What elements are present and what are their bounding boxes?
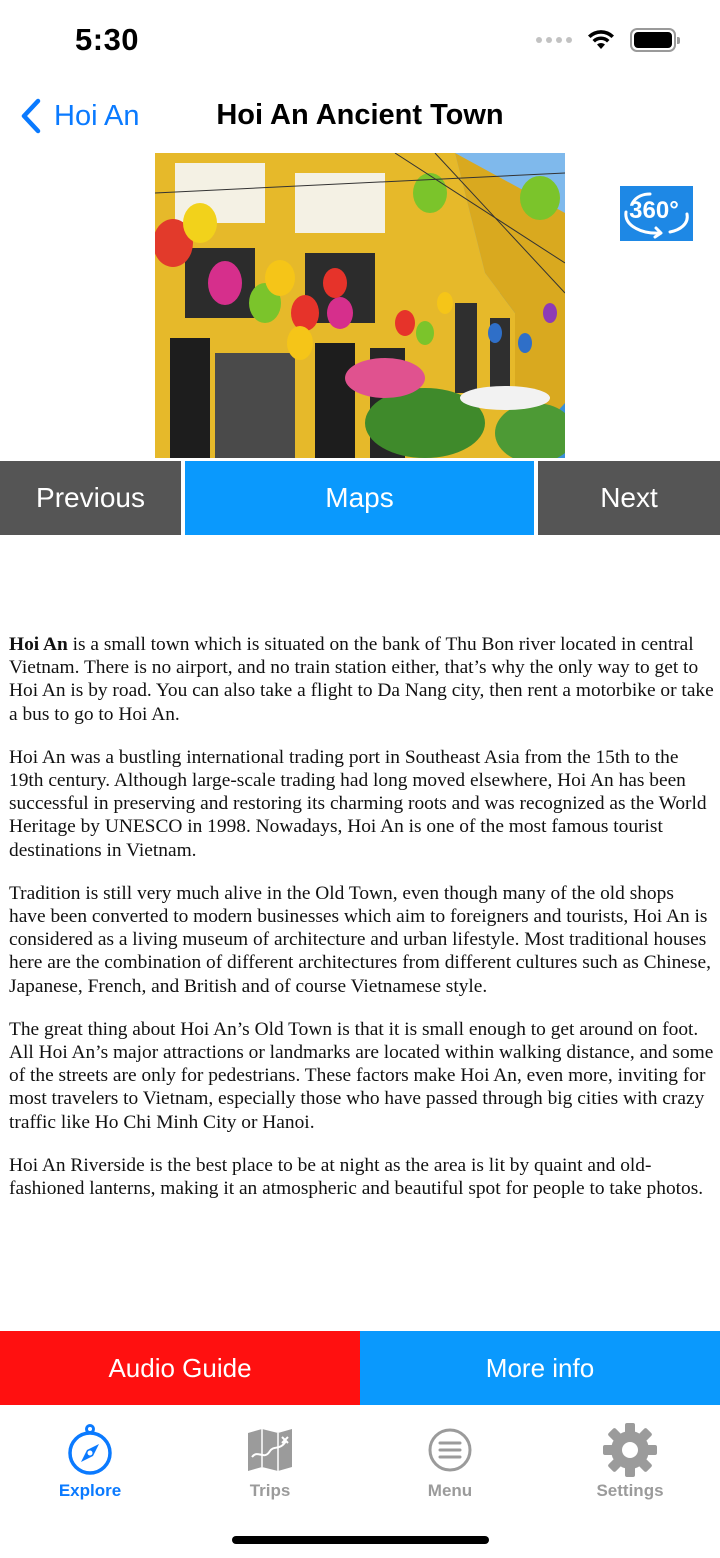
- status-icons: [536, 28, 676, 52]
- tab-trips[interactable]: [180, 1421, 360, 1501]
- tab-settings[interactable]: [540, 1421, 720, 1501]
- battery-icon: [630, 28, 676, 52]
- compass-icon: [60, 1421, 120, 1479]
- tab-label: Settings: [596, 1481, 664, 1500]
- article-paragraph: The great thing about Hoi An’s Old Town is that it is small enough to get around on foot. All Hoi An’s major attractions or landmarks are located within walking distance, and some of the streets are only for pedestrians. These factors make Hoi An, even more, inviting for most travelers to Vietnam, especially those who have passed through big cities with crazy traffic like Ho Chi Minh City or Hanoi.: [9, 1018, 714, 1133]
- navigation-bar: [0, 84, 720, 150]
- page-title: Hoi An Ancient Town: [216, 99, 504, 131]
- status-bar: [0, 0, 720, 84]
- tab-label: Explore: [58, 1481, 122, 1500]
- more-info-button[interactable]: More info: [360, 1331, 720, 1405]
- menu-icon: [420, 1421, 480, 1479]
- tab-explore[interactable]: [0, 1421, 180, 1501]
- audio-guide-button[interactable]: Audio Guide: [0, 1331, 360, 1405]
- home-indicator: [232, 1536, 489, 1544]
- rotate-360-icon: [620, 186, 693, 241]
- article-paragraph: Tradition is still very much alive in the Old Town, even though many of the old shops have been converted to modern businesses which aim to foreigners and tourists, Hoi An is considered as a living museum of architecture and urban lifestyle. Most traditional houses here are the combination of different architectures from different cultures such as Chinese, Japanese, French, and British and of course Vietnamese style.: [9, 882, 711, 997]
- next-button[interactable]: Next: [538, 461, 720, 535]
- article-lead-bold: Hoi An: [9, 634, 68, 655]
- article-lead-text: is a small town which is situated on the bank of Thu Bon river located in central Vietnam. There is no airport, and no train station either, that’s why the only way to get to Hoi An is by road. You can also take a flight to Da Nang city, then rent a motorbike or take a bus to go to Hoi An.: [9, 634, 714, 725]
- article-body: [9, 633, 715, 1220]
- article-paragraph: Hoi An was a bustling international trading port in Southeast Asia from the 15th to the 19th century. Although large-scale trading had long moved elsewhere, Hoi An has been successful in preserving and restoring its charming roots and was recognized as the World Heritage by UNESCO in 1998. Nowadays, Hoi An is one of the most famous tourist destinations in Vietnam.: [9, 746, 707, 861]
- svg-text:360°: 360°: [629, 197, 679, 224]
- tab-menu[interactable]: [360, 1421, 540, 1501]
- previous-button[interactable]: Previous: [0, 461, 181, 535]
- status-time: 5:30: [75, 22, 140, 57]
- maps-button[interactable]: Maps: [185, 461, 534, 535]
- back-label: Hoi An: [54, 99, 140, 132]
- map-icon: [240, 1421, 300, 1479]
- tab-label: Trips: [249, 1481, 291, 1500]
- wifi-icon: [586, 29, 616, 51]
- gear-icon: [600, 1421, 660, 1479]
- article-paragraph: Hoi An Riverside is the best place to be at night as the area is lit by quaint and old-fashioned lanterns, making it an atmospheric and beautiful spot for people to take photos.: [9, 1154, 704, 1200]
- tab-label: Menu: [427, 1481, 473, 1500]
- view-360-button[interactable]: [620, 186, 693, 241]
- hoi-an-photo: [155, 153, 565, 458]
- cellular-signal-icon: [536, 37, 572, 43]
- article-paragraph: [9, 633, 715, 726]
